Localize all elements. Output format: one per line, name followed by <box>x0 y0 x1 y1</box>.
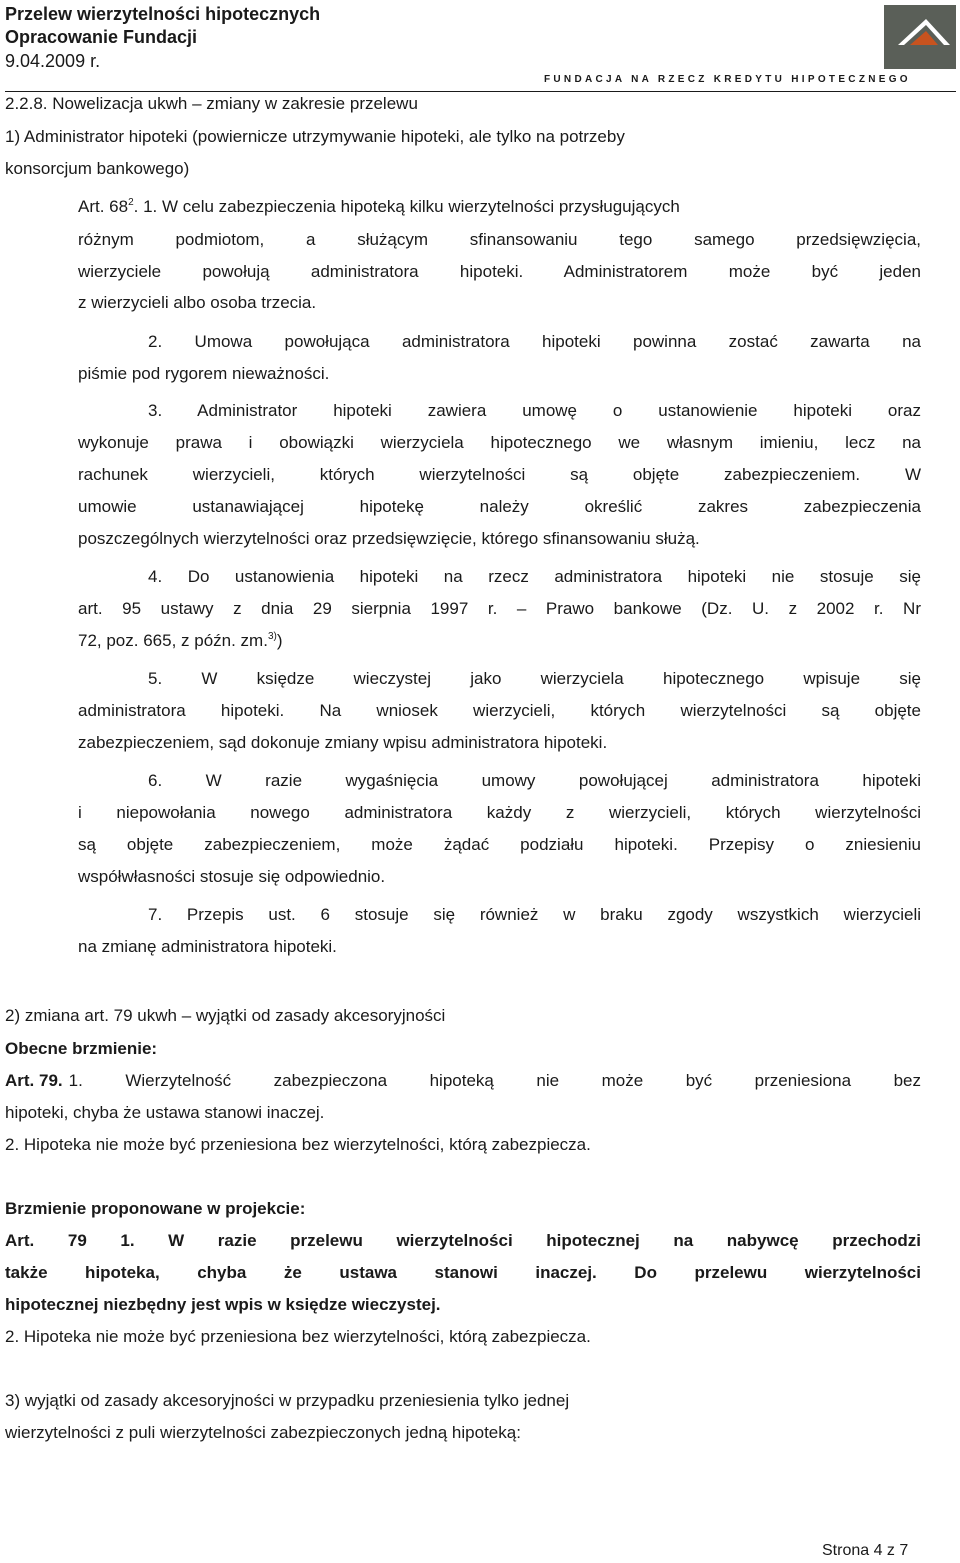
article-heading <box>78 196 680 218</box>
article-superscript: 2 <box>128 197 134 208</box>
header-divider <box>5 91 956 92</box>
proposed-wording-heading: Brzmienie proponowane w projekcie: <box>5 1199 306 1218</box>
document-title: Przelew wierzytelności hipotecznych <box>5 4 321 24</box>
paragraph-line: są objęte zabezpieczeniem, może żądać podziału hipoteki. Przepisy o zniesieniu <box>78 835 921 854</box>
paragraph-line: hipoteki, chyba że ustawa stanowi inaczej. <box>5 1103 325 1122</box>
paragraph-line: Art. 79 1. W razie przelewu wierzytelności hipotecznej na nabywcę przechodzi <box>5 1231 921 1250</box>
paragraph-line: piśmie pod rygorem nieważności. <box>78 364 330 383</box>
paragraph-line: 3. Administrator hipoteki zawiera umowę o ustanowienie hipoteki oraz <box>148 401 921 420</box>
paragraph-line: 6. W razie wygaśnięcia umowy powołującej administratora hipoteki <box>148 771 921 790</box>
paragraph-line: wierzytelności z puli wierzytelności zabezpieczonych jedną hipoteką: <box>5 1423 521 1442</box>
paragraph-line: art. 95 ustawy z dnia 29 sierpnia 1997 r. – Prawo bankowe (Dz. U. z 2002 r. Nr <box>78 599 921 618</box>
paragraph-line: 7. Przepis ust. 6 stosuje się również w braku zgody wszystkich wierzycieli <box>148 905 921 924</box>
article-text: . 1. W celu zabezpieczenia hipoteką kilku wierzytelności przysługujących <box>133 197 680 216</box>
paragraph-line: i niepowołania nowego administratora każdy z wierzycieli, których wierzytelności <box>78 803 921 822</box>
document-date: 9.04.2009 r. <box>5 51 101 71</box>
paragraph-line: poszczególnych wierzytelności oraz przedsięwzięcie, którego sfinansowaniu służą. <box>78 529 700 548</box>
article-text: 1. Wierzytelność zabezpieczona hipoteką nie może być przeniesiona bez <box>68 1071 921 1090</box>
section-heading: 2) zmiana art. 79 ukwh – wyjątki od zasady akcesoryjności <box>5 1006 446 1025</box>
paragraph-line: zabezpieczeniem, sąd dokonuje zmiany wpisu administratora hipoteki. <box>78 733 608 752</box>
paragraph-line: 4. Do ustanowienia hipoteki na rzecz administratora hipoteki nie stosuje się <box>148 567 921 586</box>
paragraph-line <box>78 630 283 652</box>
foundation-name: FUNDACJA NA RZECZ KREDYTU HIPOTECZNEGO <box>544 74 911 85</box>
paragraph-line: administratora hipoteki. Na wniosek wierzycieli, których wierzytelności są objęte <box>78 701 921 720</box>
paragraph-line: wykonuje prawa i obowiązki wierzyciela hipotecznego we własnym imieniu, lecz na <box>78 433 921 452</box>
citation-text: 72, poz. 665, z późn. zm. <box>78 631 268 650</box>
paragraph-line: rachunek wierzycieli, których wierzytelności są objęte zabezpieczeniem. W <box>78 465 921 484</box>
paragraph-line: na zmianę administratora hipoteki. <box>78 937 337 956</box>
paragraph-line: hipotecznej niezbędny jest wpis w księdze wieczystej. <box>5 1295 441 1314</box>
paragraph-line: 1) Administrator hipoteki (powiernicze utrzymywanie hipoteki, ale tylko na potrzeby <box>5 127 625 146</box>
paragraph-line: wierzyciele powołują administratora hipoteki. Administratorem może być jeden <box>78 262 921 281</box>
current-wording-heading: Obecne brzmienie: <box>5 1039 158 1058</box>
document-subtitle: Opracowanie Fundacji <box>5 27 198 47</box>
section-heading: 3) wyjątki od zasady akcesoryjności w przypadku przeniesienia tylko jednej <box>5 1391 570 1410</box>
paragraph-line: z wierzycieli albo osoba trzecia. <box>78 293 317 312</box>
paragraph-line: umowie ustanawiającej hipotekę należy określić zakres zabezpieczenia <box>78 497 921 516</box>
citation-close: ) <box>276 631 283 650</box>
paragraph-line: 5. W księdze wieczystej jako wierzyciela hipotecznego wpisuje się <box>148 669 921 688</box>
paragraph-line: 2. Hipoteka nie może być przeniesiona bez wierzytelności, którą zabezpiecza. <box>5 1135 591 1154</box>
paragraph-line <box>5 1070 921 1092</box>
section-heading: 2.2.8. Nowelizacja ukwh – zmiany w zakresie przelewu <box>5 94 418 113</box>
paragraph-line: 2. Hipoteka nie może być przeniesiona bez wierzytelności, którą zabezpiecza. <box>5 1327 591 1346</box>
article-number: Art. 68 <box>78 197 129 216</box>
footnote-marker: 3) <box>267 631 277 642</box>
foundation-logo <box>884 5 956 69</box>
paragraph-line: konsorcjum bankowego) <box>5 159 190 178</box>
page-number: Strona 4 z 7 <box>822 1542 909 1559</box>
paragraph-line: także hipoteka, chyba że ustawa stanowi inaczej. Do przelewu wierzytelności <box>5 1263 921 1282</box>
paragraph-line: 2. Umowa powołująca administratora hipoteki powinna zostać zawarta na <box>148 332 921 351</box>
paragraph-line: współwłasności stosuje się odpowiednio. <box>78 867 386 886</box>
paragraph-line: różnym podmiotom, a służącym sfinansowaniu tego samego przedsięwzięcia, <box>78 230 921 249</box>
article-number: Art. 79. <box>5 1071 63 1090</box>
